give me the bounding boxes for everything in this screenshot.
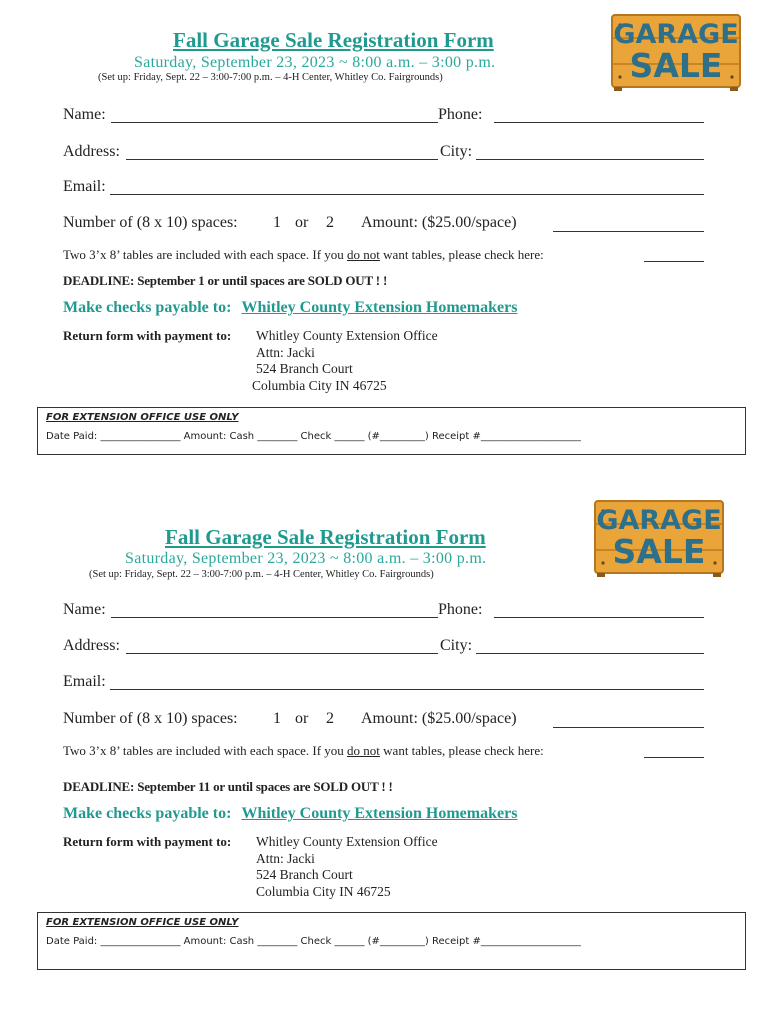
spaces-option-1[interactable]: 1 — [273, 214, 281, 231]
address-field[interactable] — [126, 159, 438, 160]
spaces-option-2[interactable]: 2 — [326, 214, 334, 231]
logo-text-sale: SALE — [629, 46, 723, 85]
address-field[interactable] — [126, 653, 438, 654]
amount-field[interactable] — [553, 727, 704, 728]
office-use-box — [37, 912, 746, 970]
form-title: Fall Garage Sale Registration Form — [165, 525, 486, 549]
phone-label: Phone: — [438, 106, 483, 123]
payee-name: Whitley County Extension Homemakers — [241, 299, 518, 316]
registration-form-2 — [0, 495, 770, 990]
email-field[interactable] — [110, 689, 704, 690]
return-label: Return form with payment to: — [63, 328, 232, 343]
name-field[interactable] — [111, 617, 438, 618]
phone-label: Phone: — [438, 601, 483, 618]
office-use-header: FOR EXTENSION OFFICE USE ONLY — [46, 412, 239, 423]
spaces-label: Number of (8 x 10) spaces: — [63, 214, 238, 231]
office-use-header: FOR EXTENSION OFFICE USE ONLY — [46, 917, 239, 928]
checks-payable: Make checks payable to: Whitley County Extension Homemakers — [63, 299, 518, 316]
spaces-label: Number of (8 x 10) spaces: — [63, 710, 238, 727]
phone-field[interactable] — [494, 122, 704, 123]
tables-note: Two 3’x 8’ tables are included with each space. If you do not want tables, please check here: — [63, 743, 544, 758]
garage-sale-logo — [610, 13, 742, 91]
spaces-or: or — [295, 710, 309, 727]
email-label: Email: — [63, 178, 106, 195]
email-field[interactable] — [110, 194, 704, 195]
amount-field[interactable] — [553, 231, 704, 232]
return-address: Whitley County Extension Office Attn: Jacki 524 Branch Court Columbia City IN 46725 — [256, 834, 438, 899]
spaces-option-1[interactable]: 1 — [273, 710, 281, 727]
no-tables-checkbox[interactable] — [644, 757, 704, 758]
setup-info: (Set up: Friday, Sept. 22 – 3:00-7:00 p.m. – 4-H Center, Whitley Co. Fairgrounds) — [98, 72, 443, 83]
amount-label: Amount: ($25.00/space) — [361, 710, 517, 727]
city-label: City: — [440, 143, 473, 160]
event-date: Saturday, September 23, 2023 ~ 8:00 a.m. – 3:00 p.m. — [125, 550, 487, 567]
city-field[interactable] — [476, 653, 704, 654]
city-label: City: — [440, 637, 473, 654]
name-label: Name: — [63, 601, 106, 618]
garage-sale-logo — [593, 499, 725, 577]
name-field[interactable] — [111, 122, 438, 123]
registration-form-1 — [0, 0, 770, 470]
no-tables-checkbox[interactable] — [644, 261, 704, 262]
office-use-row: Date Paid: ________________ Amount: Cash ________ Check ______ (#_________) Receipt #____________________ — [46, 936, 581, 947]
address-label: Address: — [63, 637, 120, 654]
setup-info: (Set up: Friday, Sept. 22 – 3:00-7:00 p.m. – 4-H Center, Whitley Co. Fairgrounds) — [89, 569, 434, 580]
city-field[interactable] — [476, 159, 704, 160]
spaces-option-2[interactable]: 2 — [326, 710, 334, 727]
payee-name: Whitley County Extension Homemakers — [241, 805, 518, 822]
name-label: Name: — [63, 106, 106, 123]
email-label: Email: — [63, 673, 106, 690]
return-address: Whitley County Extension Office Attn: Jacki 524 Branch Court Columbia City IN 46725 — [252, 328, 438, 393]
event-date: Saturday, September 23, 2023 ~ 8:00 a.m. – 3:00 p.m. — [134, 54, 496, 71]
form-title: Fall Garage Sale Registration Form — [173, 28, 494, 52]
logo-text-garage: GARAGE — [613, 19, 739, 50]
phone-field[interactable] — [494, 617, 704, 618]
office-use-row: Date Paid: ________________ Amount: Cash ________ Check ______ (#_________) Receipt #____________________ — [46, 431, 581, 442]
return-label: Return form with payment to: — [63, 834, 232, 849]
logo-text-sale: SALE — [612, 532, 706, 571]
deadline: DEADLINE: September 11 or until spaces are SOLD OUT ! ! — [63, 779, 393, 794]
checks-payable: Make checks payable to: Whitley County Extension Homemakers — [63, 805, 518, 822]
amount-label: Amount: ($25.00/space) — [361, 214, 517, 231]
deadline: DEADLINE: September 1 or until spaces are SOLD OUT ! ! — [63, 273, 388, 288]
tables-note: Two 3’x 8’ tables are included with each space. If you do not want tables, please check here: — [63, 247, 544, 262]
spaces-or: or — [295, 214, 309, 231]
logo-text-garage: GARAGE — [596, 505, 722, 536]
address-label: Address: — [63, 143, 120, 160]
office-use-box — [37, 407, 746, 455]
